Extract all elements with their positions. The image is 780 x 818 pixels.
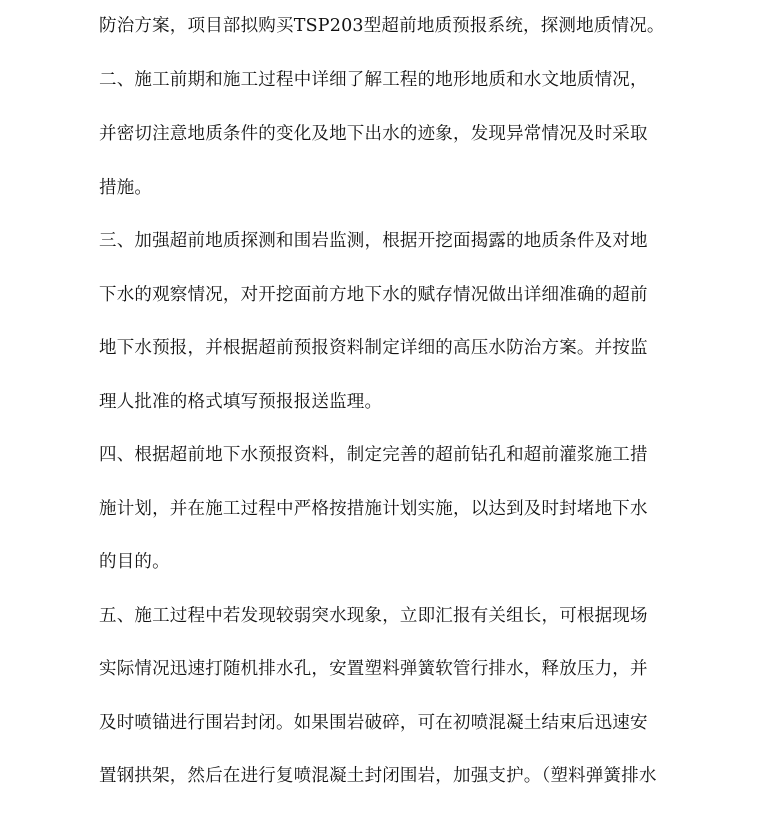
text-line-2: 二、施工前期和施工过程中详细了解工程的地形地质和水文地质情况， [99, 70, 648, 90]
text-line-6: 下水的观察情况，对开挖面前方地下水的赋存情况做出详细准确的超前 [99, 285, 648, 305]
text-line-15: 置钢拱架，然后在进行复喷混凝土封闭围岩，加强支护。（塑料弹簧排水 [99, 766, 657, 786]
text-line-11: 的目的。 [99, 552, 170, 572]
text-line-5: 三、加强超前地质探测和围岩监测，根据开挖面揭露的地质条件及对地 [99, 231, 648, 251]
text-line-4: 措施。 [99, 178, 153, 198]
text-line-9: 四、根据超前地下水预报资料，制定完善的超前钻孔和超前灌浆施工措 [99, 445, 648, 465]
text-line-10: 施计划，并在施工过程中严格按措施计划实施，以达到及时封堵地下水 [99, 499, 648, 519]
text-line-14: 及时喷锚进行围岩封闭。如果围岩破碎，可在初喷混凝土结束后迅速安 [99, 713, 648, 733]
text-line-13: 实际情况迅速打随机排水孔，安置塑料弹簧软管行排水，释放压力，并 [99, 659, 648, 679]
text-line-7: 地下水预报，并根据超前预报资料制定详细的高压水防治方案。并按监 [99, 338, 648, 358]
text-line-1: 防治方案，项目部拟购买TSP203型超前地质预报系统，探测地质情况。 [99, 16, 665, 36]
text-line-12: 五、施工过程中若发现较弱突水现象，立即汇报有关组长，可根据现场 [99, 606, 648, 626]
text-line-3: 并密切注意地质条件的变化及地下出水的迹象，发现异常情况及时采取 [99, 124, 648, 144]
text-line-8: 理人批准的格式填写预报报送监理。 [99, 392, 383, 412]
